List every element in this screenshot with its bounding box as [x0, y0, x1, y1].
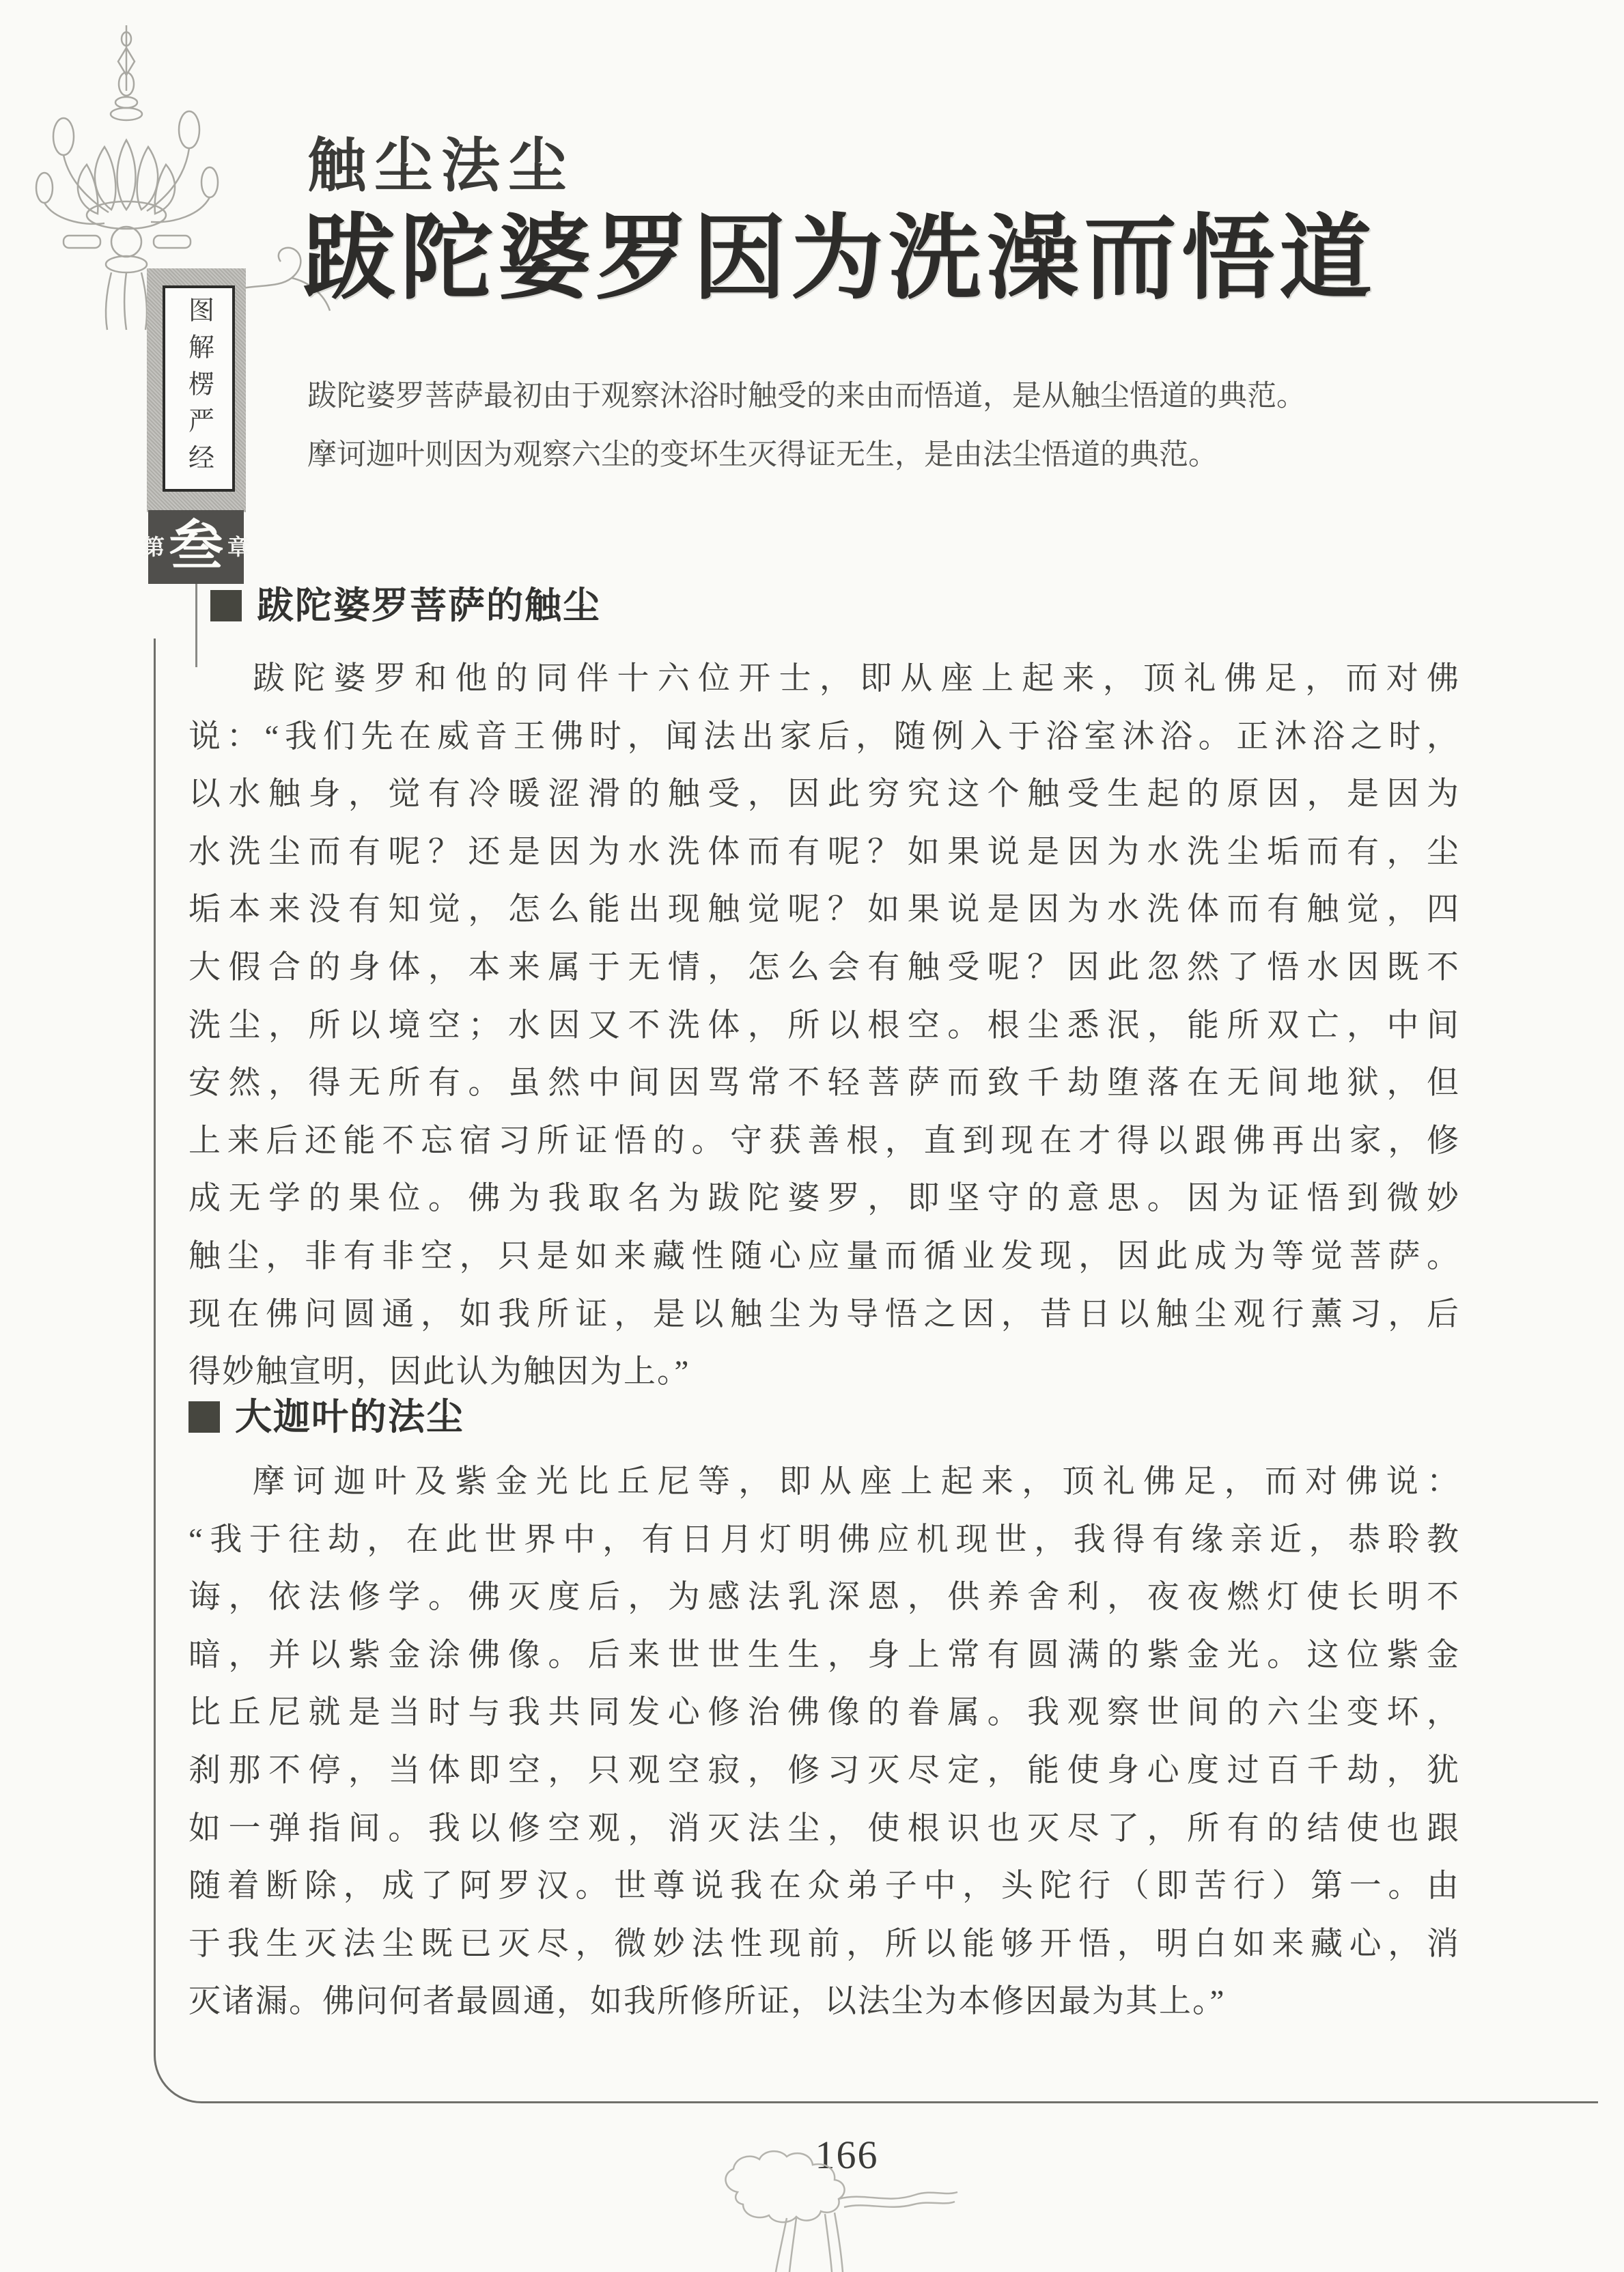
chapter-suffix: 章	[227, 535, 250, 559]
body-line: 垢本来没有知觉，怎么能出现触觉呢？如果说是因为水洗体而有触觉，四	[188, 892, 1460, 928]
body-line: 触尘，非有非空，只是如来藏性随心应量而循业发现，因此成为等觉菩萨。	[188, 1238, 1460, 1274]
square-bullet-icon	[188, 1401, 220, 1433]
book-title-box	[163, 285, 235, 492]
body-line: 说：“我们先在威音王佛时，闻法出家后，随例入于浴室沐浴。正沐浴之时，	[188, 718, 1460, 755]
body-line: 以水触身，觉有冷暖涩滑的触受，因此穷究这个触受生起的原因，是因为	[188, 776, 1460, 813]
body-line: 大假合的身体，本来属于无情，怎么会有触受呢？因此忽然了悟水因既不	[188, 949, 1460, 985]
page-title: 跋陀婆罗因为洗澡而悟道	[303, 208, 1377, 311]
body-line: 诲，依法修学。佛灭度后，为感法乳深恩，供养舍利，夜夜燃灯使长明不	[188, 1580, 1460, 1616]
section-heading-text: 跋陀婆罗菩萨的触尘	[257, 585, 601, 626]
body-line: 现在佛问圆通，如我所证，是以触尘为导悟之因，昔日以触尘观行薰习，后	[188, 1296, 1460, 1332]
body-line: 跋陀婆罗和他的同伴十六位开士，即从座上起来，顶礼佛足，而对佛	[253, 661, 1460, 697]
kicker-title: 触尘法尘	[307, 133, 575, 199]
body-line: 刹那不停，当体即空，只观空寂，修习灭尽定，能使身心度过百千劫，犹	[188, 1752, 1460, 1789]
chapter-numeral: 叁	[169, 517, 223, 577]
body-line: 如一弹指间。我以修空观，消灭法尘，使根识也灭尽了，所有的结使也跟	[188, 1810, 1460, 1847]
body-line: 暗，并以紫金涂佛像。后来世世生生，身上常有圆满的紫金光。这位紫金	[188, 1637, 1460, 1673]
body-line: 上来后还能不忘宿习所证悟的。守获善根，直到现在才得以跟佛再出家，修	[188, 1123, 1460, 1159]
body-line: 灭诸漏。佛问何者最圆通，如我所修所证，以法尘为本修因最为其上。”	[188, 1984, 1226, 2020]
book-title-vertical: 图解楞严经	[184, 296, 213, 481]
intro-paragraph	[307, 367, 1459, 485]
section-heading-1	[210, 587, 601, 624]
page-number: 166	[815, 2133, 879, 2177]
body-line: “我于往劫，在此世界中，有日月灯明佛应机现世，我得有缘亲近，恭聆教	[188, 1521, 1460, 1558]
body-line: 随着断除，成了阿罗汉。世尊说我在众弟子中，头陀行（即苦行）第一。由	[188, 1868, 1460, 1905]
body-line: 水洗尘而有呢？还是因为水洗体而有呢？如果说是因为水洗尘垢而有，尘	[188, 834, 1460, 870]
chapter-prefix: 第	[142, 535, 165, 559]
intro-line: 摩诃迦叶则因为观察六尘的变坏生灭得证无生，是由法尘悟道的典范。	[307, 439, 1218, 471]
section-1-body	[188, 650, 1460, 1401]
chapter-badge	[142, 510, 250, 584]
body-line: 安然，得无所有。虽然中间因骂常不轻菩萨而致千劫堕落在无间地狱，但	[188, 1065, 1460, 1102]
section-heading-text: 大迦叶的法尘	[235, 1397, 464, 1437]
body-line: 洗尘，所以境空；水因又不洗体，所以根空。根尘悉泯，能所双亡，中间	[188, 1007, 1460, 1043]
body-line: 于我生灭法尘既已灭尽，微妙法性现前，所以能够开悟，明白如来藏心，消	[188, 1926, 1460, 1962]
body-line: 成无学的果位。佛为我取名为跋陀婆罗，即坚守的意思。因为证悟到微妙	[188, 1181, 1460, 1217]
square-bullet-icon	[210, 590, 242, 621]
intro-line: 跋陀婆罗菩萨最初由于观察沐浴时触受的来由而悟道，是从触尘悟道的典范。	[307, 380, 1306, 412]
section-heading-2	[188, 1399, 464, 1435]
body-line: 比丘尼就是当时与我共同发心修治佛像的眷属。我观察世间的六尘变坏，	[188, 1695, 1460, 1731]
body-line: 得妙触宣明，因此认为触因为上。”	[188, 1354, 690, 1390]
section-2-body	[188, 1453, 1460, 2031]
body-line: 摩诃迦叶及紫金光比丘尼等，即从座上起来，顶礼佛足，而对佛说：	[253, 1464, 1460, 1500]
